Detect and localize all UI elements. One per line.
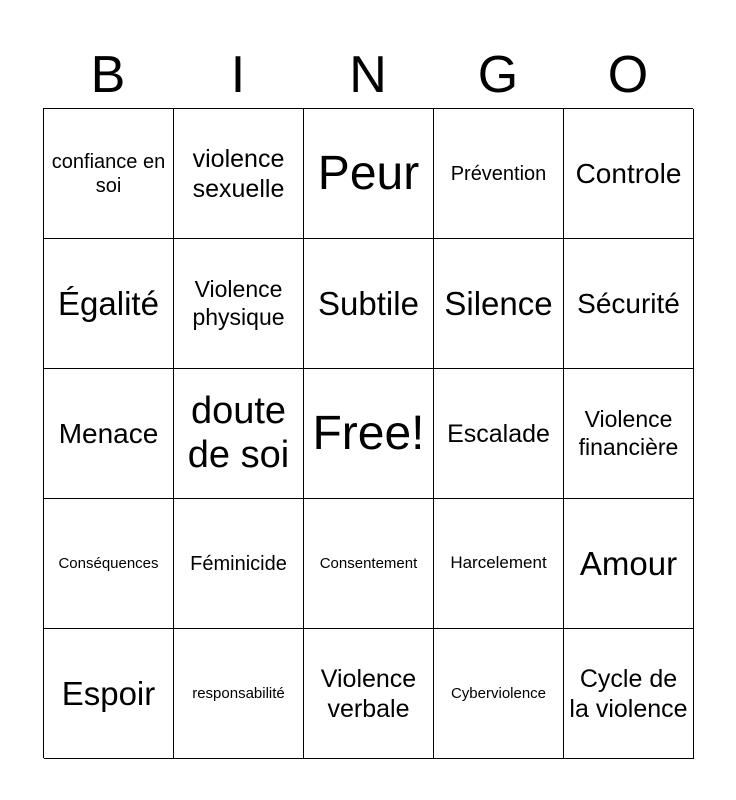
bingo-cell[interactable]: Silence: [434, 239, 564, 369]
bingo-cell[interactable]: Violence financière: [564, 369, 694, 499]
header-letter-i: I: [230, 46, 246, 104]
bingo-cell[interactable]: Harcelement: [434, 499, 564, 629]
bingo-cell[interactable]: responsabilité: [174, 629, 304, 759]
bingo-cell[interactable]: Cyberviolence: [434, 629, 564, 759]
bingo-cell[interactable]: confiance en soi: [44, 109, 174, 239]
bingo-header: [43, 42, 693, 108]
bingo-cell[interactable]: Égalité: [44, 239, 174, 369]
free-space-cell[interactable]: Free!: [304, 369, 434, 499]
header-letter-b: B: [90, 46, 126, 104]
bingo-board: [43, 108, 693, 758]
bingo-cell[interactable]: Amour: [564, 499, 694, 629]
bingo-cell[interactable]: violence sexuelle: [174, 109, 304, 239]
bingo-cell[interactable]: Peur: [304, 109, 434, 239]
bingo-cell[interactable]: Violence verbale: [304, 629, 434, 759]
bingo-cell[interactable]: doute de soi: [174, 369, 304, 499]
bingo-cell[interactable]: Conséquences: [44, 499, 174, 629]
bingo-cell[interactable]: Escalade: [434, 369, 564, 499]
header-letter-g: G: [477, 46, 519, 104]
header-letter-o: O: [607, 46, 649, 104]
bingo-cell[interactable]: Menace: [44, 369, 174, 499]
bingo-cell[interactable]: Cycle de la violence: [564, 629, 694, 759]
bingo-cell[interactable]: Féminicide: [174, 499, 304, 629]
bingo-cell[interactable]: Violence physique: [174, 239, 304, 369]
bingo-cell[interactable]: Controle: [564, 109, 694, 239]
bingo-cell[interactable]: Espoir: [44, 629, 174, 759]
bingo-cell[interactable]: Prévention: [434, 109, 564, 239]
bingo-cell[interactable]: Sécurité: [564, 239, 694, 369]
bingo-cell[interactable]: Consentement: [304, 499, 434, 629]
bingo-cell[interactable]: Subtile: [304, 239, 434, 369]
header-letter-n: N: [349, 46, 387, 104]
